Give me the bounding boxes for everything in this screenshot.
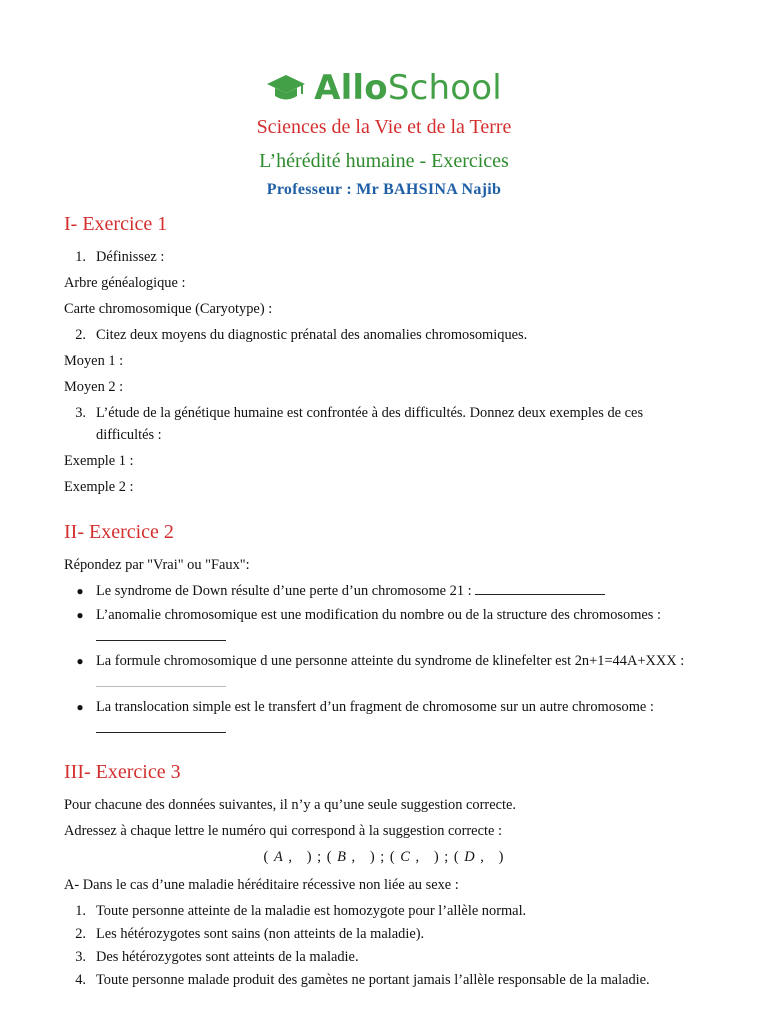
choice-letter: D bbox=[464, 849, 476, 865]
logo-text-regular: School bbox=[387, 68, 502, 108]
list-item bbox=[64, 604, 704, 648]
suggestion-text: Des hétérozygotes sont atteints de la maladie. bbox=[96, 949, 359, 965]
suggestion-text: Toute personne malade produit des gamètes ne portant jamais l’allèle responsable de la maladie. bbox=[96, 972, 650, 988]
suggestion-number: 4. bbox=[75, 972, 86, 988]
exercise-3 bbox=[64, 758, 704, 991]
suggestion-text: Les hétérozygotes sont sains (non atteints de la maladie). bbox=[96, 926, 425, 942]
exercise-2-heading: II- Exercice 2 bbox=[64, 521, 174, 543]
true-false-list bbox=[64, 580, 704, 740]
answer-line-caryotype: Carte chromosomique (Caryotype) : bbox=[64, 301, 273, 317]
bullet-icon: ● bbox=[76, 584, 84, 598]
subject-title: Sciences de la Vie et de la Terre bbox=[256, 116, 512, 138]
logo-text-bold: Allo bbox=[314, 68, 388, 108]
answer-line-moyen-2: Moyen 2 : bbox=[64, 379, 124, 395]
answer-blank[interactable] bbox=[96, 626, 226, 641]
question-text: L’étude de la génétique humaine est confrontée à des difficultés. Donnez deux exemples de ces difficultés : bbox=[96, 405, 644, 443]
answer-blank[interactable] bbox=[96, 672, 226, 687]
suggestion-item bbox=[64, 923, 704, 945]
choice-letter: A bbox=[273, 849, 284, 865]
statement-text: La formule chromosomique d une personne atteinte du syndrome de klinefelter est 2n+1=44A+XXX : bbox=[96, 653, 685, 669]
lesson-title: L’hérédité humaine - Exercices bbox=[259, 150, 509, 172]
document-content bbox=[64, 210, 704, 992]
suggestion-number: 2. bbox=[75, 926, 86, 942]
answer-line-exemple-2: Exemple 2 : bbox=[64, 479, 134, 495]
statement-text: La translocation simple est le transfert d’un fragment de chromosome sur un autre chromosome : bbox=[96, 699, 654, 715]
question-number: 1. bbox=[75, 249, 86, 265]
answer-line-moyen-1: Moyen 1 : bbox=[64, 353, 124, 369]
exercise-3-intro: Pour chacune des données suivantes, il n’y a qu’une seule suggestion correcte. bbox=[64, 797, 516, 813]
professor-name: Professeur : Mr BAHSINA Najib bbox=[266, 181, 502, 198]
suggestion-item bbox=[64, 946, 704, 968]
suggestion-item bbox=[64, 900, 704, 922]
answer-line-exemple-1: Exemple 1 : bbox=[64, 453, 134, 469]
choice-letter: C bbox=[400, 849, 411, 865]
suggestion-number: 1. bbox=[75, 903, 86, 919]
alloschool-logo[interactable] bbox=[0, 66, 768, 110]
answer-blank[interactable] bbox=[475, 580, 605, 595]
bullet-icon: ● bbox=[76, 608, 84, 622]
list-item bbox=[64, 650, 704, 694]
answer-line-arbre: Arbre généalogique : bbox=[64, 275, 186, 291]
question-text: Citez deux moyens du diagnostic prénatal des anomalies chromosomiques. bbox=[96, 327, 528, 343]
suggestion-text: Toute personne atteinte de la maladie est homozygote pour l’allèle normal. bbox=[96, 903, 527, 919]
bullet-icon: ● bbox=[76, 700, 84, 714]
suggestion-item bbox=[64, 969, 704, 991]
bullet-icon: ● bbox=[76, 654, 84, 668]
graduation-cap-icon bbox=[266, 73, 306, 103]
choice-letter: B bbox=[337, 849, 347, 865]
logo-text bbox=[314, 68, 502, 108]
question-text: Définissez : bbox=[96, 249, 165, 265]
answer-blank[interactable] bbox=[96, 718, 226, 733]
question-number: 3. bbox=[75, 405, 86, 421]
list-item bbox=[64, 696, 704, 740]
part-a-statement: A- Dans le cas d’une maladie héréditaire récessive non liée au sexe : bbox=[64, 877, 459, 893]
suggestion-number: 3. bbox=[75, 949, 86, 965]
list-item bbox=[64, 580, 704, 602]
statement-text: Le syndrome de Down résulte d’une perte d’un chromosome 21 : bbox=[96, 583, 472, 599]
exercise-1-question-1 bbox=[64, 246, 704, 268]
question-number: 2. bbox=[75, 327, 86, 343]
exercise-3-instructions: Adressez à chaque lettre le numéro qui correspond à la suggestion correcte : bbox=[64, 823, 502, 839]
exercise-1-question-3 bbox=[64, 402, 704, 446]
exercise-2-instructions: Répondez par "Vrai" ou "Faux": bbox=[64, 557, 250, 573]
exercise-1-heading: I- Exercice 1 bbox=[64, 213, 168, 235]
statement-text: L’anomalie chromosomique est une modification du nombre ou de la structure des chromosomes : bbox=[96, 607, 661, 623]
exercise-1-question-2 bbox=[64, 324, 704, 346]
exercise-3-heading: III- Exercice 3 bbox=[64, 761, 181, 783]
answer-grid: ( A , ) ; ( B , ) ; ( C , ) ; ( D , ) bbox=[263, 849, 505, 865]
